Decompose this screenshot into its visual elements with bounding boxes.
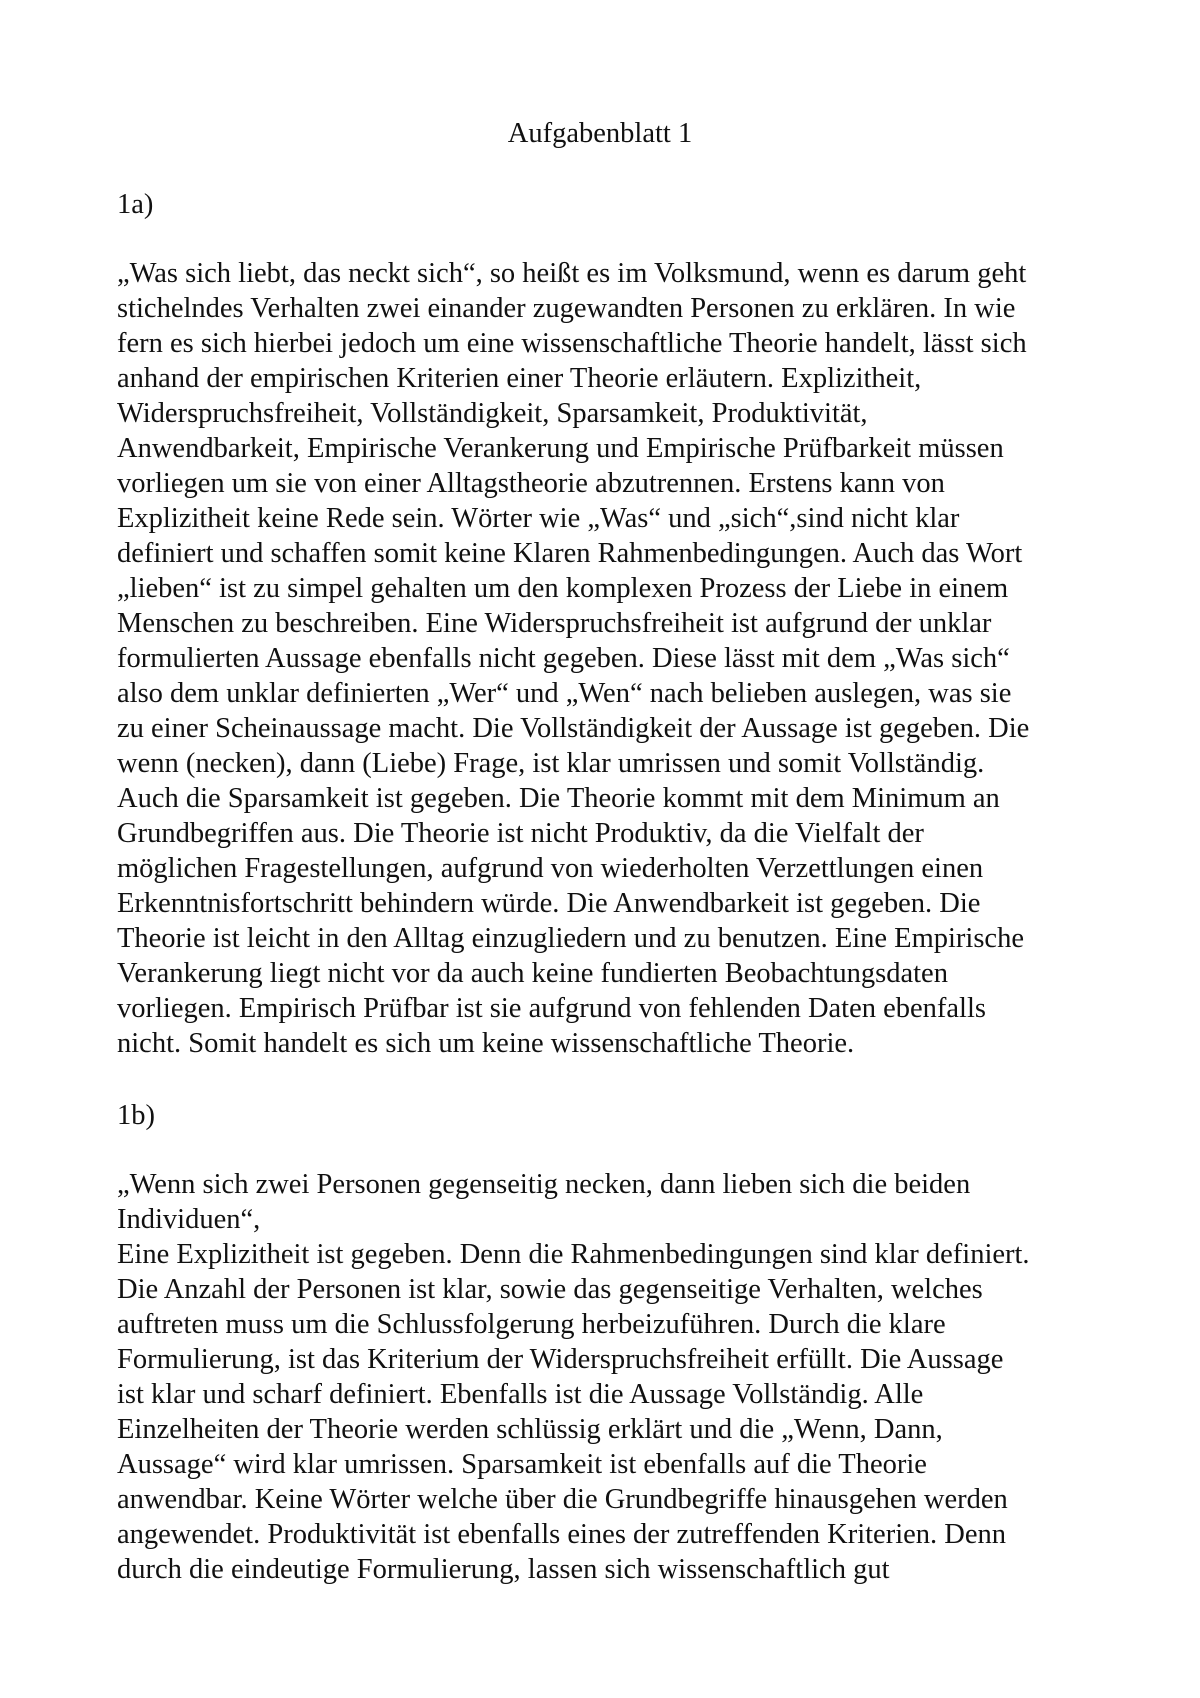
section-heading-1a: 1a) [117,189,154,220]
text-line: Auch die Sparsamkeit ist gegeben. Die Theorie kommt mit dem Minimum an [117,783,1000,814]
section-body-1a [117,256,1029,1061]
text-line: Anwendbarkeit, Empirische Verankerung und Empirische Prüfbarkeit müssen [117,433,1004,464]
text-line: Eine Explizitheit ist gegeben. Denn die Rahmenbedingungen sind klar definiert. [117,1239,1030,1270]
text-line: ist klar und scharf definiert. Ebenfalls ist die Aussage Vollständig. Alle [117,1379,924,1410]
text-line: fern es sich hierbei jedoch um eine wissenschaftliche Theorie handelt, lässt sich [117,328,1027,359]
text-line: Theorie ist leicht in den Alltag einzugliedern und zu benutzen. Eine Empirische [117,923,1024,954]
text-line: Einzelheiten der Theorie werden schlüssig erklärt und die „Wenn, Dann, [117,1414,943,1445]
text-line: stichelndes Verhalten zwei einander zugewandten Personen zu erklären. In wie [117,293,1016,324]
text-line: „lieben“ ist zu simpel gehalten um den komplexen Prozess der Liebe in einem [117,573,1009,604]
text-line: definiert und schaffen somit keine Klaren Rahmenbedingungen. Auch das Wort [117,538,1023,569]
text-line: angewendet. Produktivität ist ebenfalls eines der zutreffenden Kriterien. Denn [117,1519,1006,1550]
text-line: auftreten muss um die Schlussfolgerung herbeizuführen. Durch die klare [117,1309,946,1340]
text-line: Explizitheit keine Rede sein. Wörter wie „Was“ und „sich“,sind nicht klar [117,503,960,534]
text-line: Aussage“ wird klar umrissen. Sparsamkeit ist ebenfalls auf die Theorie [117,1449,927,1480]
text-line: Formulierung, ist das Kriterium der Widerspruchsfreiheit erfüllt. Die Aussage [117,1344,1004,1375]
text-line: anwendbar. Keine Wörter welche über die Grundbegriffe hinausgehen werden [117,1484,1008,1515]
text-line: durch die eindeutige Formulierung, lassen sich wissenschaftlich gut [117,1554,890,1585]
text-line: Erkenntnisfortschritt behindern würde. Die Anwendbarkeit ist gegeben. Die [117,888,981,919]
section-body-1b [117,1167,1030,1587]
section-heading-1b: 1b) [117,1100,155,1131]
page-title: Aufgabenblatt 1 [507,118,693,149]
text-line: Die Anzahl der Personen ist klar, sowie das gegenseitige Verhalten, welches [117,1274,983,1305]
text-line: Individuen“, [117,1204,261,1235]
text-line: Menschen zu beschreiben. Eine Widerspruchsfreiheit ist aufgrund der unklar [117,608,992,639]
text-line: Grundbegriffen aus. Die Theorie ist nicht Produktiv, da die Vielfalt der [117,818,924,849]
text-line: Widerspruchsfreiheit, Vollständigkeit, Sparsamkeit, Produktivität, [117,398,868,429]
text-line: formulierten Aussage ebenfalls nicht gegeben. Diese lässt mit dem „Was sich“ [117,643,1010,674]
text-line: nicht. Somit handelt es sich um keine wissenschaftliche Theorie. [117,1028,855,1059]
text-line: „Wenn sich zwei Personen gegenseitig necken, dann lieben sich die beiden [117,1169,971,1200]
text-line: vorliegen um sie von einer Alltagstheorie abzutrennen. Erstens kann von [117,468,945,499]
text-line: möglichen Fragestellungen, aufgrund von wiederholten Verzettlungen einen [117,853,984,884]
text-line: vorliegen. Empirisch Prüfbar ist sie aufgrund von fehlenden Daten ebenfalls [117,993,986,1024]
text-line: „Was sich liebt, das neckt sich“, so heißt es im Volksmund, wenn es darum geht [117,258,1027,289]
text-line: Verankerung liegt nicht vor da auch keine fundierten Beobachtungsdaten [117,958,948,989]
text-line: also dem unklar definierten „Wer“ und „Wen“ nach belieben auslegen, was sie [117,678,1012,709]
text-line: anhand der empirischen Kriterien einer Theorie erläutern. Explizitheit, [117,363,922,394]
text-line: zu einer Scheinaussage macht. Die Vollständigkeit der Aussage ist gegeben. Die [117,713,1030,744]
text-line: wenn (necken), dann (Liebe) Frage, ist klar umrissen und somit Vollständig. [117,748,985,779]
